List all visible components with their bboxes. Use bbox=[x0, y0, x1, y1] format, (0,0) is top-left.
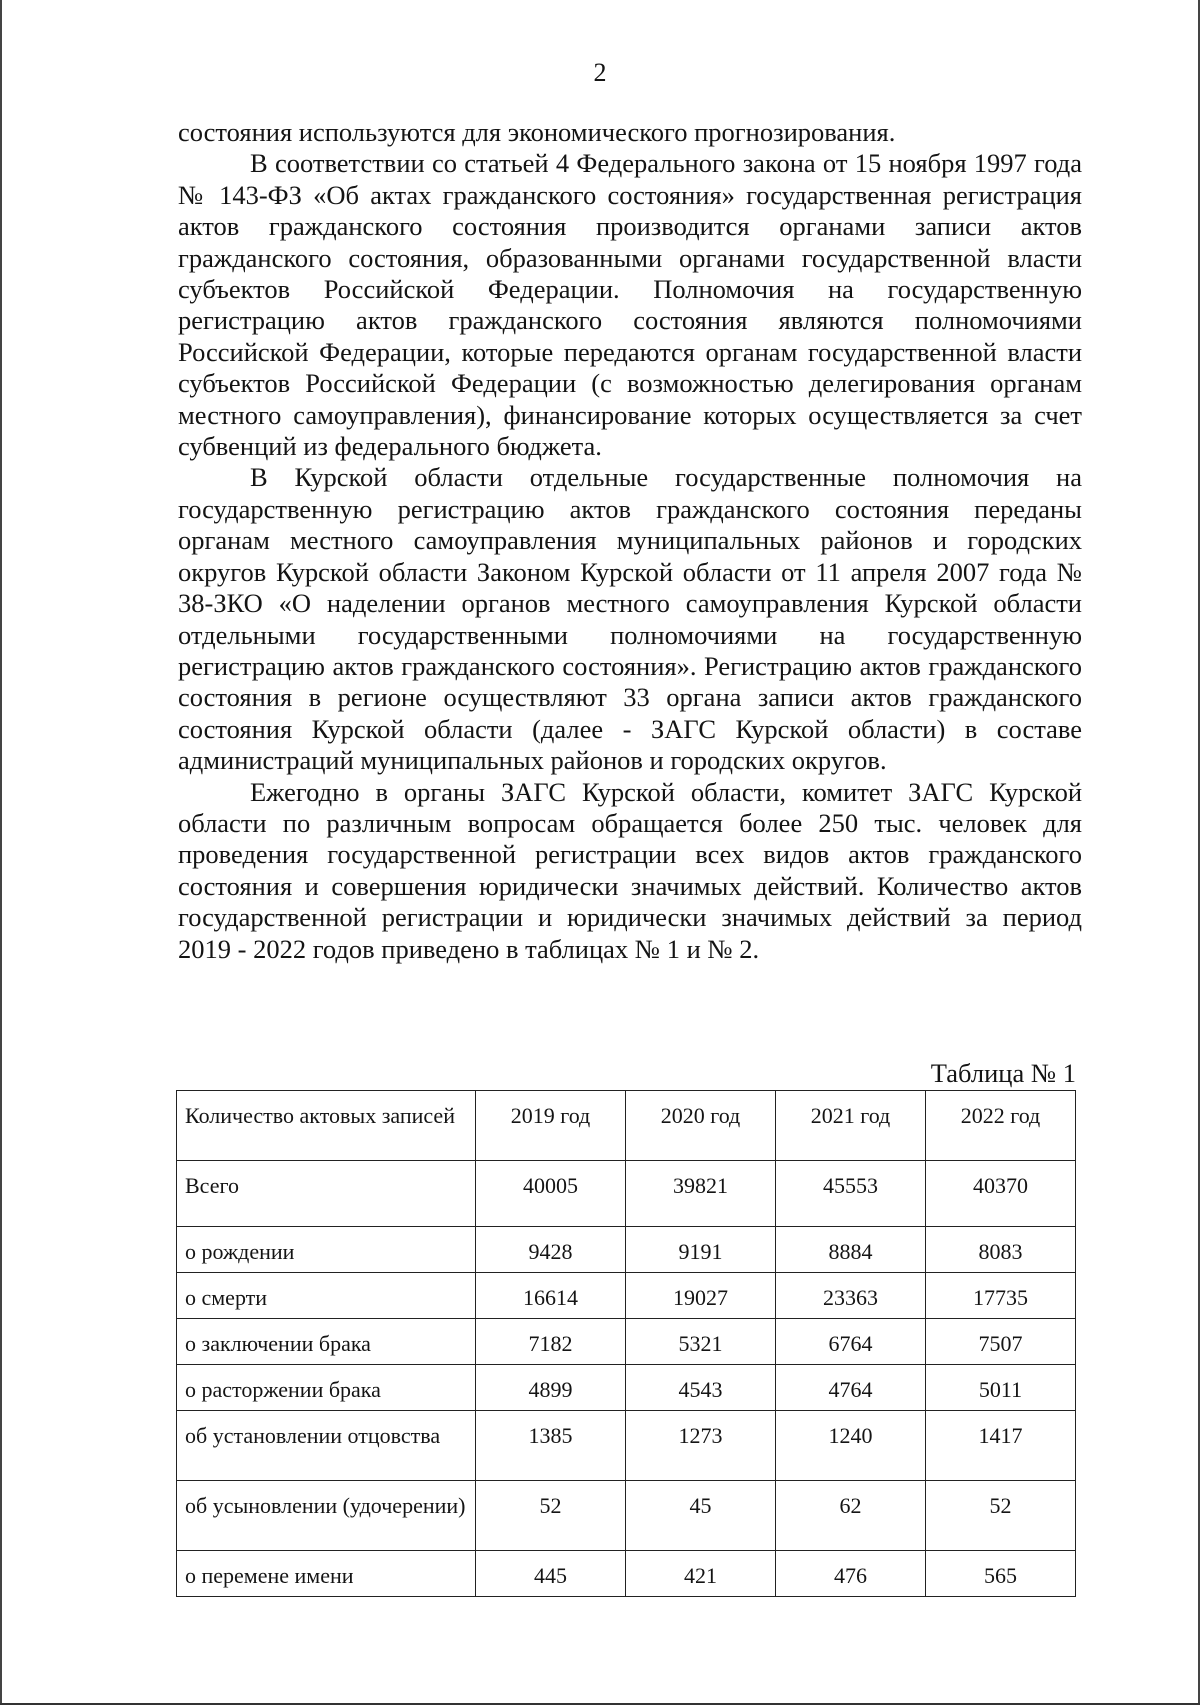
table-cell: 45553 bbox=[776, 1161, 926, 1227]
table-header-row bbox=[177, 1091, 1076, 1161]
row-label: Всего bbox=[177, 1161, 476, 1227]
column-header-2019: 2019 год bbox=[476, 1091, 626, 1161]
paragraph: Ежегодно в органы ЗАГС Курской области, комитет ЗАГС Курской области по различным вопросам обращается более 250 тыс. человек для проведения государственной регистрации всех видов актов гражданского состояния и совершения юридически значимых действий. Количество актов государственной регистрации и юридически значимых действий за период 2019 - 2022 годов приведено в таблицах № 1 и № 2. bbox=[178, 776, 1082, 964]
table-row bbox=[177, 1161, 1076, 1227]
table-cell: 8083 bbox=[926, 1227, 1076, 1273]
table-cell: 52 bbox=[926, 1481, 1076, 1551]
column-header-2022: 2022 год bbox=[926, 1091, 1076, 1161]
row-label: о перемене имени bbox=[177, 1551, 476, 1597]
table-row bbox=[177, 1481, 1076, 1551]
table-cell: 1240 bbox=[776, 1411, 926, 1481]
table-row bbox=[177, 1365, 1076, 1411]
column-header-2021: 2021 год bbox=[776, 1091, 926, 1161]
table-cell: 445 bbox=[476, 1551, 626, 1597]
column-header-label: Количество актовых записей bbox=[177, 1091, 476, 1161]
table-cell: 4899 bbox=[476, 1365, 626, 1411]
civil-records-table bbox=[176, 1090, 1076, 1597]
table-cell: 6764 bbox=[776, 1319, 926, 1365]
table-cell: 1273 bbox=[626, 1411, 776, 1481]
table-cell: 39821 bbox=[626, 1161, 776, 1227]
row-label: о рождении bbox=[177, 1227, 476, 1273]
paragraph: В Курской области отдельные государственные полномочия на государственную регистрацию актов гражданского состояния переданы органам местного самоуправления муниципальных районов и городских округов Курской области Законом Курской области от 11 апреля 2007 года № 38-ЗКО «О наделении органов местного самоуправления Курской области отдельными государственными полномочиями на государственную регистрацию актов гражданского состояния». Регистрацию актов гражданского состояния в регионе осуществляют 33 органа записи актов гражданского состояния Курской области (далее - ЗАГС Курской области) в составе администраций муниципальных районов и городских округов. bbox=[178, 462, 1082, 776]
table-cell: 1385 bbox=[476, 1411, 626, 1481]
table-cell: 421 bbox=[626, 1551, 776, 1597]
table-cell: 40005 bbox=[476, 1161, 626, 1227]
row-label: о расторжении брака bbox=[177, 1365, 476, 1411]
table-cell: 5011 bbox=[926, 1365, 1076, 1411]
row-label: об усыновлении (удочерении) bbox=[177, 1481, 476, 1551]
row-label: об установлении отцовства bbox=[177, 1411, 476, 1481]
table-cell: 5321 bbox=[626, 1319, 776, 1365]
paragraph: В соответствии со статьей 4 Федерального закона от 15 ноября 1997 года № 143-ФЗ «Об актах гражданского состояния» государственная регистрация актов гражданского состояния производится органами записи актов гражданского состояния, образованными органами государственной власти субъектов Российской Федерации. Полномочия на государственную регистрацию актов гражданского состояния являются полномочиями Российской Федерации, которые передаются органам государственной власти субъектов Российской Федерации (с возможностью делегирования органам местного самоуправления), финансирование которых осуществляется за счет субвенций из федерального бюджета. bbox=[178, 148, 1082, 462]
table-row bbox=[177, 1273, 1076, 1319]
table-row bbox=[177, 1319, 1076, 1365]
table-cell: 8884 bbox=[776, 1227, 926, 1273]
table-cell: 52 bbox=[476, 1481, 626, 1551]
table-cell: 45 bbox=[626, 1481, 776, 1551]
table-cell: 1417 bbox=[926, 1411, 1076, 1481]
table-cell: 17735 bbox=[926, 1273, 1076, 1319]
table-cell: 4764 bbox=[776, 1365, 926, 1411]
table-caption: Таблица № 1 bbox=[930, 1058, 1076, 1088]
table-cell: 19027 bbox=[626, 1273, 776, 1319]
table-row bbox=[177, 1551, 1076, 1597]
table-cell: 16614 bbox=[476, 1273, 626, 1319]
paragraph: состояния используются для экономического прогнозирования. bbox=[178, 117, 896, 147]
column-header-2020: 2020 год bbox=[626, 1091, 776, 1161]
table-cell: 7182 bbox=[476, 1319, 626, 1365]
row-label: о заключении брака bbox=[177, 1319, 476, 1365]
table-cell: 7507 bbox=[926, 1319, 1076, 1365]
table-cell: 62 bbox=[776, 1481, 926, 1551]
table-row bbox=[177, 1411, 1076, 1481]
table-row bbox=[177, 1227, 1076, 1273]
scan-edge-left bbox=[0, 0, 2, 1705]
table-cell: 40370 bbox=[926, 1161, 1076, 1227]
table-cell: 4543 bbox=[626, 1365, 776, 1411]
body-text bbox=[178, 117, 1082, 965]
table-cell: 23363 bbox=[776, 1273, 926, 1319]
table-cell: 565 bbox=[926, 1551, 1076, 1597]
page-number: 2 bbox=[593, 58, 607, 87]
table-cell: 476 bbox=[776, 1551, 926, 1597]
table-cell: 9191 bbox=[626, 1227, 776, 1273]
table-cell: 9428 bbox=[476, 1227, 626, 1273]
row-label: о смерти bbox=[177, 1273, 476, 1319]
